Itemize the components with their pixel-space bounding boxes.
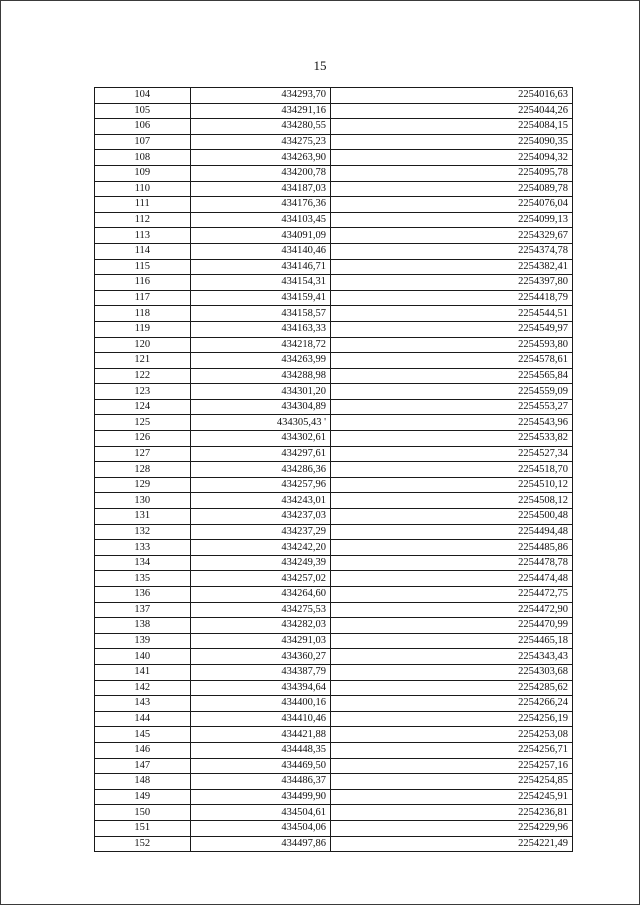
y-coordinate-cell: 2254374,78 xyxy=(331,243,573,259)
x-coordinate-cell: 434282,03 xyxy=(190,618,330,634)
x-coordinate-cell: 434448,35 xyxy=(190,742,330,758)
x-coordinate-cell: 434499,90 xyxy=(190,789,330,805)
x-coordinate-cell: 434302,61 xyxy=(190,431,330,447)
x-coordinate-cell: 434486,37 xyxy=(190,774,330,790)
table-row xyxy=(95,680,573,696)
point-number-cell: 134 xyxy=(95,555,191,571)
x-coordinate-cell: 434387,79 xyxy=(190,664,330,680)
x-coordinate-cell: 434237,29 xyxy=(190,524,330,540)
x-coordinate-cell: 434140,46 xyxy=(190,243,330,259)
y-coordinate-cell: 2254533,82 xyxy=(331,431,573,447)
table-row xyxy=(95,509,573,525)
point-number-cell: 125 xyxy=(95,415,191,431)
x-coordinate-cell: 434218,72 xyxy=(190,337,330,353)
table-row xyxy=(95,243,573,259)
y-coordinate-cell: 2254229,96 xyxy=(331,820,573,836)
point-number-cell: 105 xyxy=(95,103,191,119)
table-row xyxy=(95,181,573,197)
table-row xyxy=(95,165,573,181)
table-row xyxy=(95,540,573,556)
table-row xyxy=(95,103,573,119)
x-coordinate-cell: 434291,16 xyxy=(190,103,330,119)
y-coordinate-cell: 2254470,99 xyxy=(331,618,573,634)
table-row xyxy=(95,664,573,680)
table-row xyxy=(95,524,573,540)
table-row xyxy=(95,321,573,337)
point-number-cell: 113 xyxy=(95,228,191,244)
y-coordinate-cell: 2254329,67 xyxy=(331,228,573,244)
table-row xyxy=(95,493,573,509)
point-number-cell: 140 xyxy=(95,649,191,665)
x-coordinate-cell: 434410,46 xyxy=(190,711,330,727)
x-coordinate-cell: 434263,99 xyxy=(190,353,330,369)
table-row xyxy=(95,774,573,790)
y-coordinate-cell: 2254303,68 xyxy=(331,664,573,680)
point-number-cell: 104 xyxy=(95,88,191,104)
point-number-cell: 146 xyxy=(95,742,191,758)
y-coordinate-cell: 2254508,12 xyxy=(331,493,573,509)
point-number-cell: 142 xyxy=(95,680,191,696)
y-coordinate-cell: 2254266,24 xyxy=(331,696,573,712)
table-row xyxy=(95,228,573,244)
x-coordinate-cell: 434293,70 xyxy=(190,88,330,104)
page-number: 15 xyxy=(313,58,327,73)
table-row xyxy=(95,197,573,213)
table-row xyxy=(95,212,573,228)
y-coordinate-cell: 2254544,51 xyxy=(331,306,573,322)
x-coordinate-cell: 434257,96 xyxy=(190,477,330,493)
point-number-cell: 117 xyxy=(95,290,191,306)
x-coordinate-cell: 434091,09 xyxy=(190,228,330,244)
point-number-cell: 132 xyxy=(95,524,191,540)
y-coordinate-cell: 2254382,41 xyxy=(331,259,573,275)
x-coordinate-cell: 434176,36 xyxy=(190,197,330,213)
y-coordinate-cell: 2254578,61 xyxy=(331,353,573,369)
y-coordinate-cell: 2254256,19 xyxy=(331,711,573,727)
table-row xyxy=(95,836,573,852)
table-row xyxy=(95,259,573,275)
y-coordinate-cell: 2254256,71 xyxy=(331,742,573,758)
x-coordinate-cell: 434421,88 xyxy=(190,727,330,743)
point-number-cell: 116 xyxy=(95,275,191,291)
point-number-cell: 127 xyxy=(95,446,191,462)
y-coordinate-cell: 2254478,78 xyxy=(331,555,573,571)
point-number-cell: 120 xyxy=(95,337,191,353)
table-row xyxy=(95,119,573,135)
x-coordinate-cell: 434504,61 xyxy=(190,805,330,821)
table-row xyxy=(95,477,573,493)
x-coordinate-cell: 434301,20 xyxy=(190,384,330,400)
point-number-cell: 141 xyxy=(95,664,191,680)
x-coordinate-cell: 434394,64 xyxy=(190,680,330,696)
x-coordinate-cell: 434257,02 xyxy=(190,571,330,587)
point-number-cell: 129 xyxy=(95,477,191,493)
table-row xyxy=(95,633,573,649)
y-coordinate-cell: 2254472,75 xyxy=(331,587,573,603)
y-coordinate-cell: 2254494,48 xyxy=(331,524,573,540)
point-number-cell: 109 xyxy=(95,165,191,181)
table-row xyxy=(95,789,573,805)
y-coordinate-cell: 2254527,34 xyxy=(331,446,573,462)
y-coordinate-cell: 2254549,97 xyxy=(331,321,573,337)
point-number-cell: 114 xyxy=(95,243,191,259)
coordinates-table xyxy=(94,87,573,852)
table-row xyxy=(95,306,573,322)
x-coordinate-cell: 434263,90 xyxy=(190,150,330,166)
point-number-cell: 108 xyxy=(95,150,191,166)
x-coordinate-cell: 434288,98 xyxy=(190,368,330,384)
point-number-cell: 131 xyxy=(95,509,191,525)
y-coordinate-cell: 2254474,48 xyxy=(331,571,573,587)
y-coordinate-cell: 2254076,04 xyxy=(331,197,573,213)
point-number-cell: 136 xyxy=(95,587,191,603)
y-coordinate-cell: 2254500,48 xyxy=(331,509,573,525)
point-number-cell: 119 xyxy=(95,321,191,337)
x-coordinate-cell: 434187,03 xyxy=(190,181,330,197)
y-coordinate-cell: 2254094,32 xyxy=(331,150,573,166)
table-row xyxy=(95,275,573,291)
coordinates-table-body xyxy=(95,88,573,852)
point-number-cell: 149 xyxy=(95,789,191,805)
point-number-cell: 147 xyxy=(95,758,191,774)
y-coordinate-cell: 2254221,49 xyxy=(331,836,573,852)
y-coordinate-cell: 2254285,62 xyxy=(331,680,573,696)
table-row xyxy=(95,758,573,774)
x-coordinate-cell: 434237,03 xyxy=(190,509,330,525)
y-coordinate-cell: 2254044,26 xyxy=(331,103,573,119)
table-row xyxy=(95,742,573,758)
y-coordinate-cell: 2254095,78 xyxy=(331,165,573,181)
point-number-cell: 111 xyxy=(95,197,191,213)
point-number-cell: 112 xyxy=(95,212,191,228)
y-coordinate-cell: 2254593,80 xyxy=(331,337,573,353)
point-number-cell: 106 xyxy=(95,119,191,135)
point-number-cell: 143 xyxy=(95,696,191,712)
x-coordinate-cell: 434275,23 xyxy=(190,134,330,150)
y-coordinate-cell: 2254553,27 xyxy=(331,399,573,415)
point-number-cell: 137 xyxy=(95,602,191,618)
x-coordinate-cell: 434297,61 xyxy=(190,446,330,462)
y-coordinate-cell: 2254343,43 xyxy=(331,649,573,665)
point-number-cell: 148 xyxy=(95,774,191,790)
x-coordinate-cell: 434280,55 xyxy=(190,119,330,135)
table-row xyxy=(95,431,573,447)
point-number-cell: 145 xyxy=(95,727,191,743)
table-row xyxy=(95,820,573,836)
table-row xyxy=(95,353,573,369)
table-row xyxy=(95,555,573,571)
point-number-cell: 138 xyxy=(95,618,191,634)
x-coordinate-cell: 434103,45 xyxy=(190,212,330,228)
x-coordinate-cell: 434242,20 xyxy=(190,540,330,556)
x-coordinate-cell: 434243,01 xyxy=(190,493,330,509)
y-coordinate-cell: 2254472,90 xyxy=(331,602,573,618)
y-coordinate-cell: 2254254,85 xyxy=(331,774,573,790)
y-coordinate-cell: 2254485,86 xyxy=(331,540,573,556)
x-coordinate-cell: 434497,86 xyxy=(190,836,330,852)
point-number-cell: 118 xyxy=(95,306,191,322)
x-coordinate-cell: 434286,36 xyxy=(190,462,330,478)
y-coordinate-cell: 2254518,70 xyxy=(331,462,573,478)
table-row xyxy=(95,337,573,353)
x-coordinate-cell: 434158,57 xyxy=(190,306,330,322)
point-number-cell: 150 xyxy=(95,805,191,821)
table-row xyxy=(95,368,573,384)
y-coordinate-cell: 2254099,13 xyxy=(331,212,573,228)
x-coordinate-cell: 434146,71 xyxy=(190,259,330,275)
point-number-cell: 122 xyxy=(95,368,191,384)
point-number-cell: 133 xyxy=(95,540,191,556)
y-coordinate-cell: 2254465,18 xyxy=(331,633,573,649)
point-number-cell: 128 xyxy=(95,462,191,478)
table-row xyxy=(95,696,573,712)
point-number-cell: 121 xyxy=(95,353,191,369)
table-row xyxy=(95,384,573,400)
table-row xyxy=(95,618,573,634)
table-row xyxy=(95,446,573,462)
point-number-cell: 139 xyxy=(95,633,191,649)
y-coordinate-cell: 2254089,78 xyxy=(331,181,573,197)
x-coordinate-cell: 434154,31 xyxy=(190,275,330,291)
x-coordinate-cell: 434360,27 xyxy=(190,649,330,665)
table-row xyxy=(95,415,573,431)
y-coordinate-cell: 2254253,08 xyxy=(331,727,573,743)
table-row xyxy=(95,649,573,665)
point-number-cell: 135 xyxy=(95,571,191,587)
x-coordinate-cell: 434159,41 xyxy=(190,290,330,306)
table-row xyxy=(95,727,573,743)
table-row xyxy=(95,711,573,727)
point-number-cell: 123 xyxy=(95,384,191,400)
x-coordinate-cell: 434504,06 xyxy=(190,820,330,836)
y-coordinate-cell: 2254257,16 xyxy=(331,758,573,774)
table-row xyxy=(95,587,573,603)
point-number-cell: 126 xyxy=(95,431,191,447)
y-coordinate-cell: 2254090,35 xyxy=(331,134,573,150)
x-coordinate-cell: 434200,78 xyxy=(190,165,330,181)
y-coordinate-cell: 2254543,96 xyxy=(331,415,573,431)
y-coordinate-cell: 2254016,63 xyxy=(331,88,573,104)
x-coordinate-cell: 434264,60 xyxy=(190,587,330,603)
x-coordinate-cell: 434163,33 xyxy=(190,321,330,337)
table-row xyxy=(95,290,573,306)
point-number-cell: 115 xyxy=(95,259,191,275)
y-coordinate-cell: 2254236,81 xyxy=(331,805,573,821)
y-coordinate-cell: 2254510,12 xyxy=(331,477,573,493)
x-coordinate-cell: 434249,39 xyxy=(190,555,330,571)
y-coordinate-cell: 2254084,15 xyxy=(331,119,573,135)
point-number-cell: 107 xyxy=(95,134,191,150)
table-row xyxy=(95,602,573,618)
point-number-cell: 130 xyxy=(95,493,191,509)
point-number-cell: 110 xyxy=(95,181,191,197)
table-row xyxy=(95,88,573,104)
table-row xyxy=(95,462,573,478)
point-number-cell: 144 xyxy=(95,711,191,727)
table-row xyxy=(95,399,573,415)
point-number-cell: 152 xyxy=(95,836,191,852)
y-coordinate-cell: 2254559,09 xyxy=(331,384,573,400)
point-number-cell: 124 xyxy=(95,399,191,415)
y-coordinate-cell: 2254418,79 xyxy=(331,290,573,306)
y-coordinate-cell: 2254245,91 xyxy=(331,789,573,805)
table-row xyxy=(95,134,573,150)
y-coordinate-cell: 2254397,80 xyxy=(331,275,573,291)
x-coordinate-cell: 434469,50 xyxy=(190,758,330,774)
table-row xyxy=(95,571,573,587)
y-coordinate-cell: 2254565,84 xyxy=(331,368,573,384)
x-coordinate-cell: 434304,89 xyxy=(190,399,330,415)
x-coordinate-cell: 434305,43 ' xyxy=(190,415,330,431)
x-coordinate-cell: 434291,03 xyxy=(190,633,330,649)
x-coordinate-cell: 434275,53 xyxy=(190,602,330,618)
point-number-cell: 151 xyxy=(95,820,191,836)
table-row xyxy=(95,805,573,821)
x-coordinate-cell: 434400,16 xyxy=(190,696,330,712)
table-row xyxy=(95,150,573,166)
